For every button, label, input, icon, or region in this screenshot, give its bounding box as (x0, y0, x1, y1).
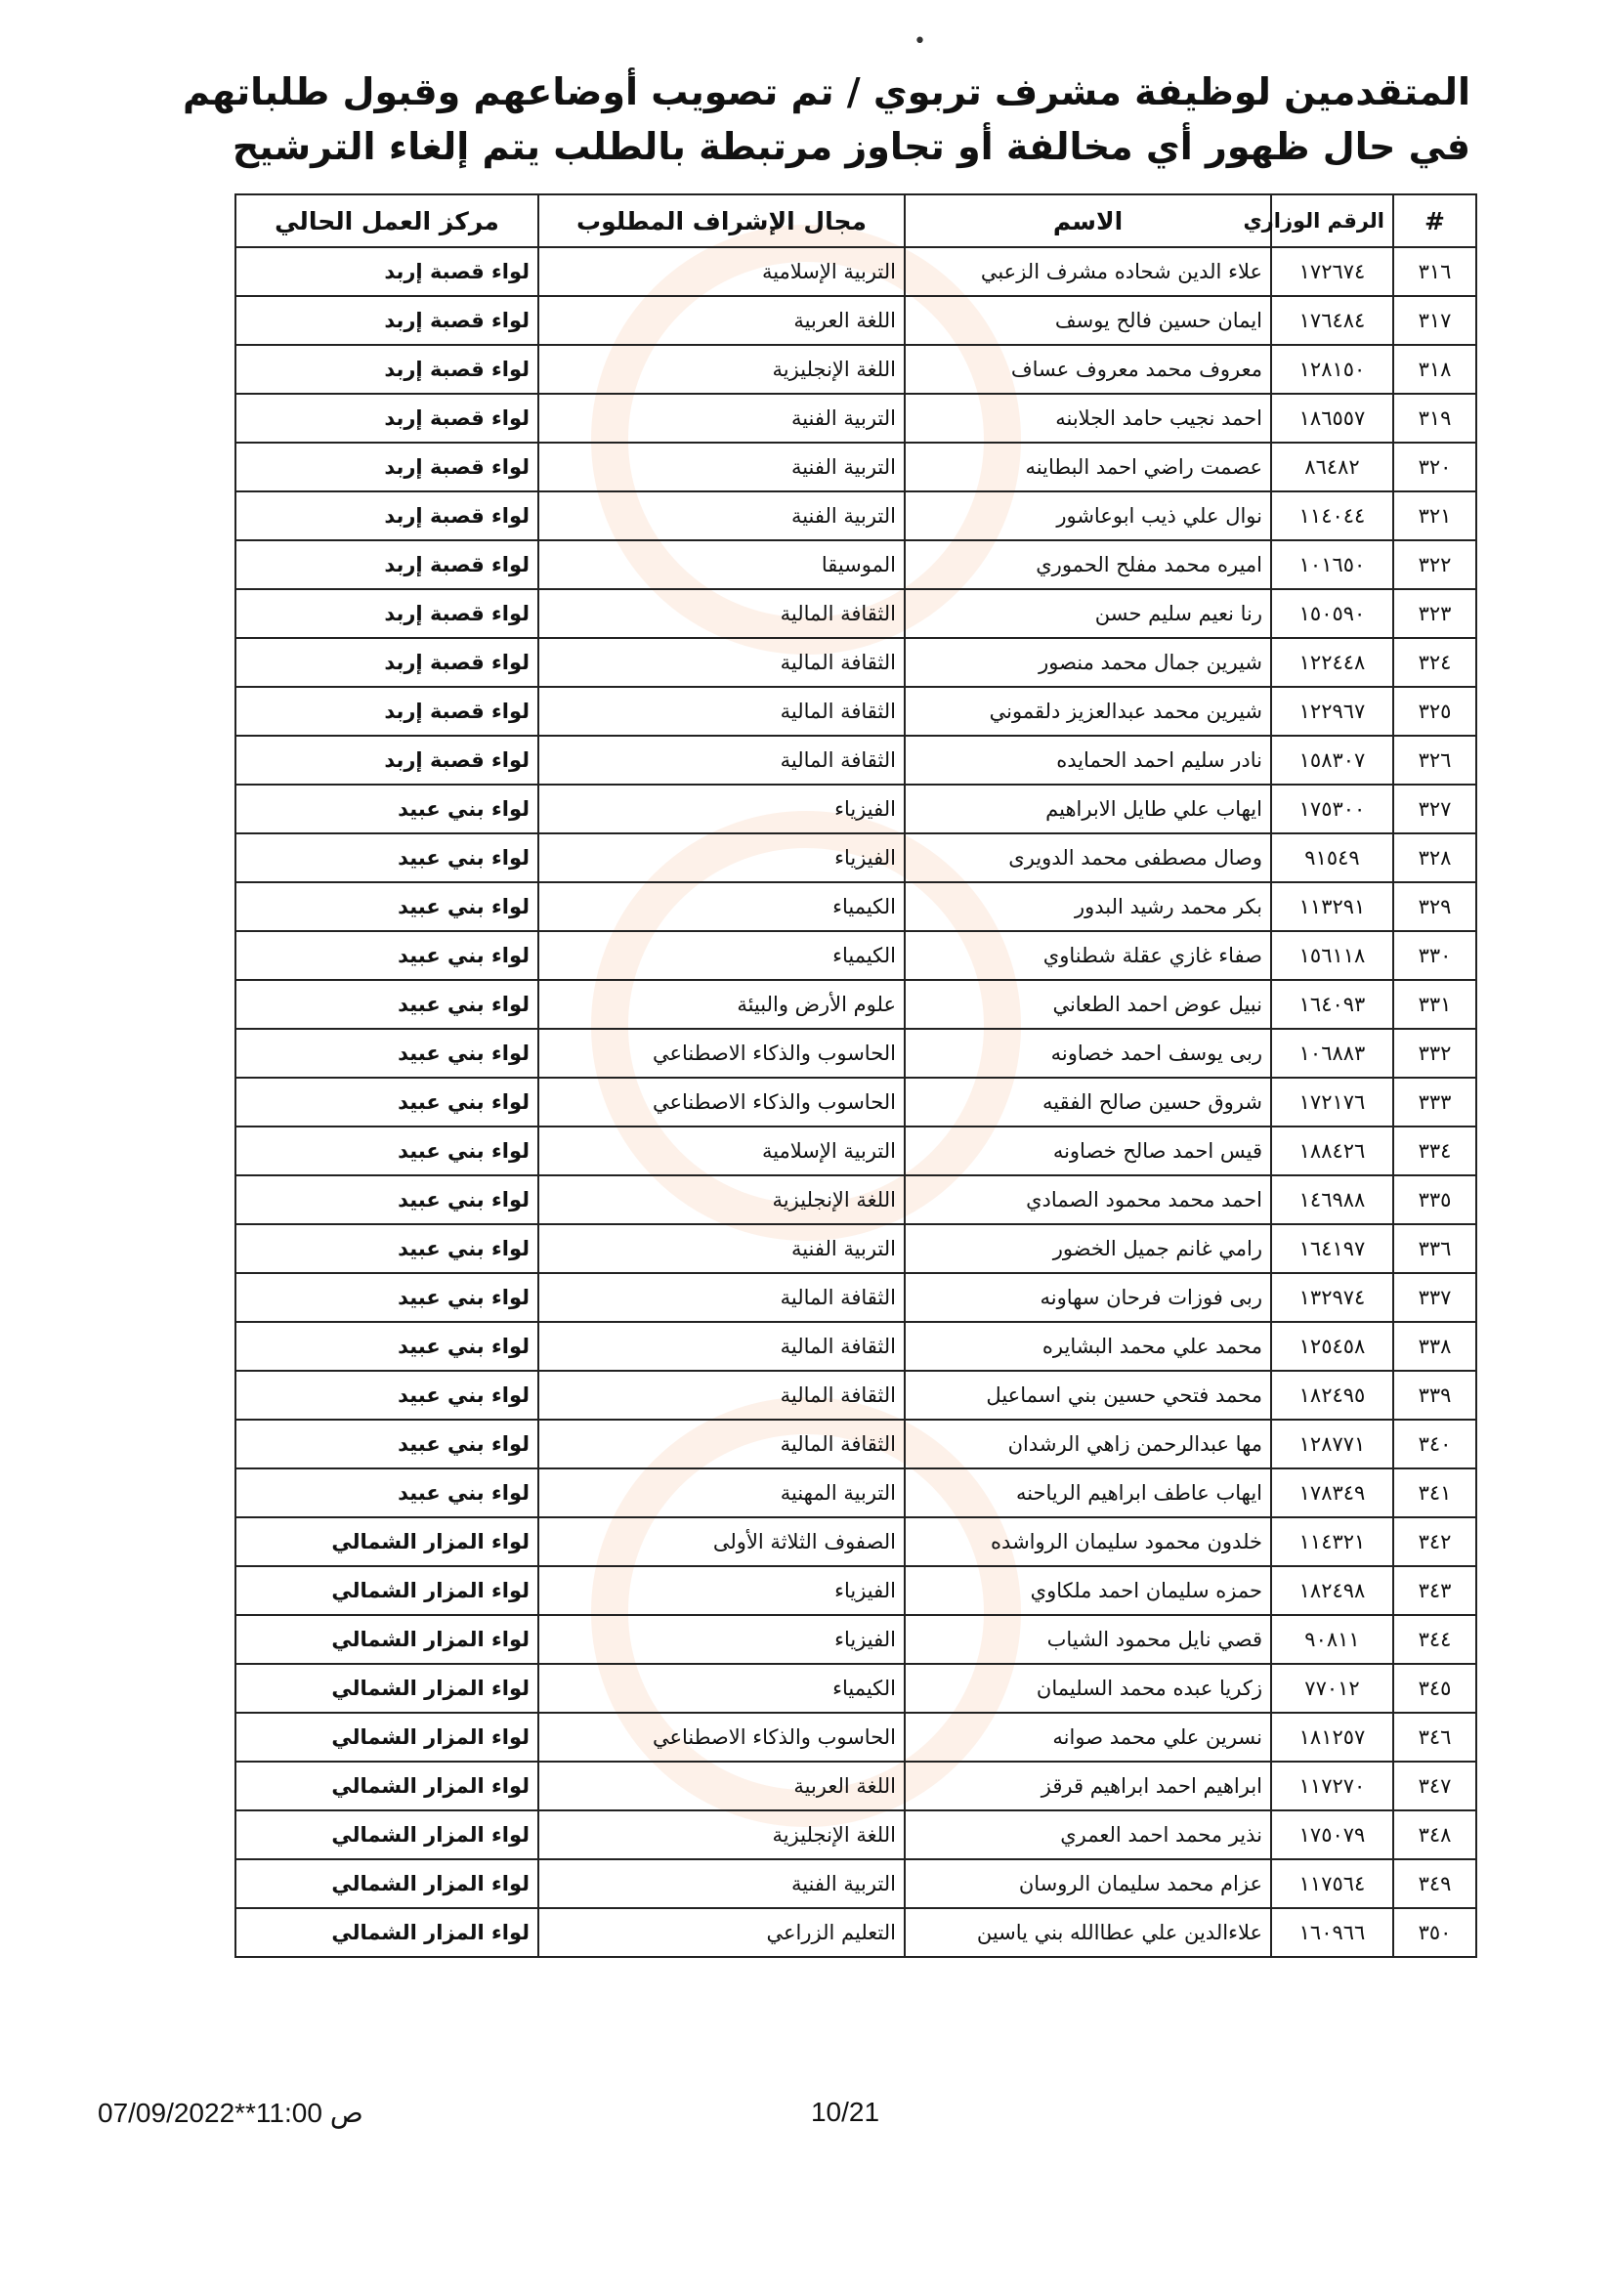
cell-name: رامي غانم جميل الخضور (905, 1224, 1271, 1273)
cell-name: قصي نايل محمود الشياب (905, 1615, 1271, 1664)
table-row (235, 1224, 1476, 1273)
cell-id: ١٤٦٩٨٨ (1271, 1175, 1393, 1224)
cell-field: الحاسوب والذكاء الاصطناعي (538, 1078, 905, 1127)
table-row (235, 1810, 1476, 1859)
cell-name: ابراهيم احمد ابراهيم قرقز (905, 1762, 1271, 1810)
cell-name: زكريا عبده محمد السليمان (905, 1664, 1271, 1713)
cell-num: ٣٣٣ (1393, 1078, 1476, 1127)
cell-num: ٣١٨ (1393, 345, 1476, 394)
cell-num: ٣١٩ (1393, 394, 1476, 443)
table-row (235, 1615, 1476, 1664)
cell-center: لواء المزار الشمالي (235, 1566, 538, 1615)
cell-center: لواء بني عبيد (235, 833, 538, 882)
table-row (235, 785, 1476, 833)
cell-id: ١٥٨٣٠٧ (1271, 736, 1393, 785)
scan-dot: • (914, 29, 926, 54)
header-name: الاسم (905, 194, 1271, 247)
cell-field: علوم الأرض والبيئة (538, 980, 905, 1029)
cell-field: اللغة الإنجليزية (538, 1810, 905, 1859)
cell-id: ١٥٠٥٩٠ (1271, 589, 1393, 638)
cell-center: لواء المزار الشمالي (235, 1664, 538, 1713)
cell-field: اللغة الإنجليزية (538, 1175, 905, 1224)
cell-name: اميره محمد مفلح الحموري (905, 540, 1271, 589)
cell-center: لواء بني عبيد (235, 980, 538, 1029)
cell-field: التربية الإسلامية (538, 247, 905, 296)
cell-center: لواء قصبة إربد (235, 247, 538, 296)
cell-num: ٣٢١ (1393, 491, 1476, 540)
cell-id: ١٢٢٤٤٨ (1271, 638, 1393, 687)
cell-center: لواء قصبة إربد (235, 296, 538, 345)
cell-num: ٣٥٠ (1393, 1908, 1476, 1957)
cell-center: لواء بني عبيد (235, 1224, 538, 1273)
timestamp-suffix: ص (329, 2098, 363, 2128)
cell-num: ٣٣٥ (1393, 1175, 1476, 1224)
table-row (235, 1029, 1476, 1078)
table-row (235, 687, 1476, 736)
cell-id: ١١٤٣٢١ (1271, 1517, 1393, 1566)
table-row (235, 345, 1476, 394)
cell-center: لواء المزار الشمالي (235, 1908, 538, 1957)
cell-center: لواء بني عبيد (235, 1420, 538, 1468)
cell-id: ١١٧٢٧٠ (1271, 1762, 1393, 1810)
cell-id: ١٠٦٨٨٣ (1271, 1029, 1393, 1078)
cell-num: ٣٤٩ (1393, 1859, 1476, 1908)
cell-field: التربية الفنية (538, 394, 905, 443)
cell-id: ١١٧٥٦٤ (1271, 1859, 1393, 1908)
cell-name: علاء الدين شحاده مشرف الزعبي (905, 247, 1271, 296)
cell-name: عصمت راضي احمد البطاينه (905, 443, 1271, 491)
cell-num: ٣٣٤ (1393, 1127, 1476, 1175)
cell-name: معروف محمد معروف عساف (905, 345, 1271, 394)
header-id: الرقم الوزاري (1271, 194, 1393, 247)
table-row (235, 491, 1476, 540)
cell-center: لواء قصبة إربد (235, 394, 538, 443)
cell-name: رنا نعيم سليم حسن (905, 589, 1271, 638)
cell-id: ١٨١٢٥٧ (1271, 1713, 1393, 1762)
table-row (235, 1175, 1476, 1224)
cell-center: لواء بني عبيد (235, 882, 538, 931)
cell-center: لواء قصبة إربد (235, 491, 538, 540)
cell-name: نذير محمد احمد العمري (905, 1810, 1271, 1859)
cell-center: لواء قصبة إربد (235, 345, 538, 394)
cell-num: ٣٢٠ (1393, 443, 1476, 491)
cell-name: صفاء غازي عقلة شطناوي (905, 931, 1271, 980)
header-num: # (1393, 194, 1476, 247)
cell-id: ١٧٦٤٨٤ (1271, 296, 1393, 345)
cell-field: الثقافة المالية (538, 1371, 905, 1420)
cell-field: التربية المهنية (538, 1468, 905, 1517)
cell-id: ١٨٢٤٩٥ (1271, 1371, 1393, 1420)
cell-name: بكر محمد رشيد البدور (905, 882, 1271, 931)
cell-field: الصفوف الثلاثة الأولى (538, 1517, 905, 1566)
page-number: 10/21 (810, 2097, 880, 2127)
cell-num: ٣٣١ (1393, 980, 1476, 1029)
cell-num: ٣٤٥ (1393, 1664, 1476, 1713)
cell-center: لواء بني عبيد (235, 1322, 538, 1371)
cell-name: ايهاب علي طايل الابراهيم (905, 785, 1271, 833)
cell-name: شروق حسين صالح الفقيه (905, 1078, 1271, 1127)
page-subtitle: في حال ظهور أي مخالفة أو تجاوز مرتبطة بالطلب يتم إلغاء الترشيح (232, 125, 1470, 168)
cell-num: ٣١٦ (1393, 247, 1476, 296)
cell-field: التربية الفنية (538, 491, 905, 540)
cell-num: ٣٢٣ (1393, 589, 1476, 638)
cell-name: مها عبدالرحمن زاهي الرشدان (905, 1420, 1271, 1468)
cell-field: التعليم الزراعي (538, 1908, 905, 1957)
cell-id: ١٥٦١١٨ (1271, 931, 1393, 980)
cell-name: حمزه سليمان احمد ملكاوي (905, 1566, 1271, 1615)
cell-num: ٣٣٧ (1393, 1273, 1476, 1322)
cell-id: ١٧٥٠٧٩ (1271, 1810, 1393, 1859)
cell-num: ٣٣٦ (1393, 1224, 1476, 1273)
cell-num: ٣٤١ (1393, 1468, 1476, 1517)
table-row (235, 1664, 1476, 1713)
cell-field: الثقافة المالية (538, 1273, 905, 1322)
header-center: مركز العمل الحالي (235, 194, 538, 247)
cell-num: ٣٤٤ (1393, 1615, 1476, 1664)
table-header-row (235, 194, 1476, 247)
table-row (235, 394, 1476, 443)
cell-center: لواء قصبة إربد (235, 443, 538, 491)
cell-field: الثقافة المالية (538, 736, 905, 785)
cell-id: ١٧٨٣٤٩ (1271, 1468, 1393, 1517)
cell-id: ١٨٦٥٥٧ (1271, 394, 1393, 443)
table-row (235, 1908, 1476, 1957)
cell-num: ٣٢٩ (1393, 882, 1476, 931)
cell-field: التربية الفنية (538, 1224, 905, 1273)
table-row (235, 1859, 1476, 1908)
cell-field: الثقافة المالية (538, 589, 905, 638)
cell-center: لواء المزار الشمالي (235, 1713, 538, 1762)
cell-name: خلدون محمود سليمان الرواشده (905, 1517, 1271, 1566)
cell-field: الكيمياء (538, 931, 905, 980)
print-timestamp (98, 2097, 363, 2129)
cell-num: ٣٤٠ (1393, 1420, 1476, 1468)
cell-center: لواء قصبة إربد (235, 589, 538, 638)
table-row (235, 443, 1476, 491)
page-title: المتقدمين لوظيفة مشرف تربوي / تم تصويب أوضاعهم وقبول طلباتهم (183, 70, 1470, 113)
cell-field: الفيزياء (538, 1615, 905, 1664)
cell-id: ١٧٢٦٧٤ (1271, 247, 1393, 296)
cell-field: الحاسوب والذكاء الاصطناعي (538, 1713, 905, 1762)
cell-name: شيرين جمال محمد منصور (905, 638, 1271, 687)
cell-center: لواء بني عبيد (235, 1371, 538, 1420)
cell-id: ١٢٨٧٧١ (1271, 1420, 1393, 1468)
cell-num: ٣٤٢ (1393, 1517, 1476, 1566)
table-row (235, 1420, 1476, 1468)
cell-num: ٣٣٠ (1393, 931, 1476, 980)
cell-id: ١٢٥٤٥٨ (1271, 1322, 1393, 1371)
cell-id: ٨٦٤٨٢ (1271, 443, 1393, 491)
cell-center: لواء المزار الشمالي (235, 1615, 538, 1664)
table-row (235, 589, 1476, 638)
cell-num: ٣٤٣ (1393, 1566, 1476, 1615)
cell-name: علاءالدين علي عطاالله بني ياسين (905, 1908, 1271, 1957)
cell-name: نبيل عوض احمد الطعاني (905, 980, 1271, 1029)
cell-num: ٣٢٤ (1393, 638, 1476, 687)
timestamp-value: 07/09/2022**11:00 (98, 2098, 322, 2128)
cell-center: لواء المزار الشمالي (235, 1517, 538, 1566)
cell-num: ٣٢٨ (1393, 833, 1476, 882)
cell-num: ٣٣٩ (1393, 1371, 1476, 1420)
cell-name: ايهاب عاطف ابراهيم الرياحنه (905, 1468, 1271, 1517)
cell-field: الفيزياء (538, 785, 905, 833)
cell-field: التربية الفنية (538, 1859, 905, 1908)
cell-id: ١٣٢٩٧٤ (1271, 1273, 1393, 1322)
table-row (235, 833, 1476, 882)
table-row (235, 638, 1476, 687)
cell-name: نسرين علي محمد صوانه (905, 1713, 1271, 1762)
cell-id: ١٦٠٩٦٦ (1271, 1908, 1393, 1957)
cell-name: نادر سليم احمد الحمايده (905, 736, 1271, 785)
cell-field: الكيمياء (538, 882, 905, 931)
cell-num: ٣٢٢ (1393, 540, 1476, 589)
cell-id: ١٠١٦٥٠ (1271, 540, 1393, 589)
cell-num: ٣٤٦ (1393, 1713, 1476, 1762)
cell-field: الثقافة المالية (538, 638, 905, 687)
table-row (235, 1762, 1476, 1810)
cell-id: ٩١٥٤٩ (1271, 833, 1393, 882)
cell-center: لواء قصبة إربد (235, 540, 538, 589)
cell-num: ٣٢٦ (1393, 736, 1476, 785)
table-row (235, 296, 1476, 345)
cell-center: لواء المزار الشمالي (235, 1859, 538, 1908)
cell-center: لواء بني عبيد (235, 1078, 538, 1127)
cell-center: لواء بني عبيد (235, 1127, 538, 1175)
table-row (235, 1273, 1476, 1322)
cell-id: ١٧٢١٧٦ (1271, 1078, 1393, 1127)
cell-field: التربية الإسلامية (538, 1127, 905, 1175)
cell-id: ١٨٢٤٩٨ (1271, 1566, 1393, 1615)
cell-name: احمد نجيب حامد الجلابنه (905, 394, 1271, 443)
cell-id: ١٨٨٤٢٦ (1271, 1127, 1393, 1175)
cell-id: ١٢٢٩٦٧ (1271, 687, 1393, 736)
cell-num: ٣٢٥ (1393, 687, 1476, 736)
cell-field: اللغة الإنجليزية (538, 345, 905, 394)
cell-center: لواء بني عبيد (235, 1468, 538, 1517)
table-row (235, 1468, 1476, 1517)
table-row (235, 1713, 1476, 1762)
cell-center: لواء قصبة إربد (235, 736, 538, 785)
candidates-table (234, 193, 1477, 1958)
cell-center: لواء بني عبيد (235, 1029, 538, 1078)
cell-field: الموسيقا (538, 540, 905, 589)
table-row (235, 980, 1476, 1029)
cell-num: ٣٤٧ (1393, 1762, 1476, 1810)
cell-name: وصال مصطفى محمد الدويرى (905, 833, 1271, 882)
cell-center: لواء قصبة إربد (235, 638, 538, 687)
cell-name: ربى فوزات فرحان سهاونه (905, 1273, 1271, 1322)
cell-field: التربية الفنية (538, 443, 905, 491)
cell-num: ٣٣٢ (1393, 1029, 1476, 1078)
cell-field: اللغة العربية (538, 1762, 905, 1810)
cell-num: ٣١٧ (1393, 296, 1476, 345)
table-row (235, 1127, 1476, 1175)
cell-num: ٣٤٨ (1393, 1810, 1476, 1859)
table-row (235, 540, 1476, 589)
table-row (235, 1078, 1476, 1127)
cell-id: ٧٧٠١٢ (1271, 1664, 1393, 1713)
cell-id: ١٧٥٣٠٠ (1271, 785, 1393, 833)
cell-field: الفيزياء (538, 1566, 905, 1615)
cell-center: لواء قصبة إربد (235, 687, 538, 736)
cell-name: محمد علي محمد البشايره (905, 1322, 1271, 1371)
table-row (235, 1566, 1476, 1615)
cell-name: شيرين محمد عبدالعزيز دلقموني (905, 687, 1271, 736)
cell-id: ٩٠٨١١ (1271, 1615, 1393, 1664)
cell-id: ١١٤٠٤٤ (1271, 491, 1393, 540)
cell-name: احمد محمد محمود الصمادي (905, 1175, 1271, 1224)
cell-num: ٣٣٨ (1393, 1322, 1476, 1371)
cell-id: ١٦٤١٩٧ (1271, 1224, 1393, 1273)
header-field: مجال الإشراف المطلوب (538, 194, 905, 247)
cell-center: لواء بني عبيد (235, 1273, 538, 1322)
table-body (235, 247, 1476, 1957)
cell-center: لواء المزار الشمالي (235, 1810, 538, 1859)
cell-id: ١١٣٢٩١ (1271, 882, 1393, 931)
cell-id: ١٢٨١٥٠ (1271, 345, 1393, 394)
cell-field: الحاسوب والذكاء الاصطناعي (538, 1029, 905, 1078)
cell-center: لواء بني عبيد (235, 785, 538, 833)
cell-num: ٣٢٧ (1393, 785, 1476, 833)
cell-center: لواء بني عبيد (235, 931, 538, 980)
table-row (235, 931, 1476, 980)
cell-center: لواء المزار الشمالي (235, 1762, 538, 1810)
cell-center: لواء بني عبيد (235, 1175, 538, 1224)
cell-field: الكيمياء (538, 1664, 905, 1713)
cell-name: ايمان حسين فالح يوسف (905, 296, 1271, 345)
table-row (235, 1517, 1476, 1566)
table-row (235, 882, 1476, 931)
cell-field: الثقافة المالية (538, 687, 905, 736)
cell-name: قيس احمد صالح خصاونه (905, 1127, 1271, 1175)
cell-field: الثقافة المالية (538, 1420, 905, 1468)
cell-field: الثقافة المالية (538, 1322, 905, 1371)
cell-name: نوال علي ذيب ابوعاشور (905, 491, 1271, 540)
cell-name: عزام محمد سليمان الروسان (905, 1859, 1271, 1908)
cell-field: الفيزياء (538, 833, 905, 882)
table-row (235, 1322, 1476, 1371)
cell-name: ربى يوسف احمد خصاونه (905, 1029, 1271, 1078)
cell-field: اللغة العربية (538, 296, 905, 345)
table-row (235, 247, 1476, 296)
cell-name: محمد فتحي حسين بني اسماعيل (905, 1371, 1271, 1420)
table-row (235, 736, 1476, 785)
cell-id: ١٦٤٠٩٣ (1271, 980, 1393, 1029)
table-row (235, 1371, 1476, 1420)
